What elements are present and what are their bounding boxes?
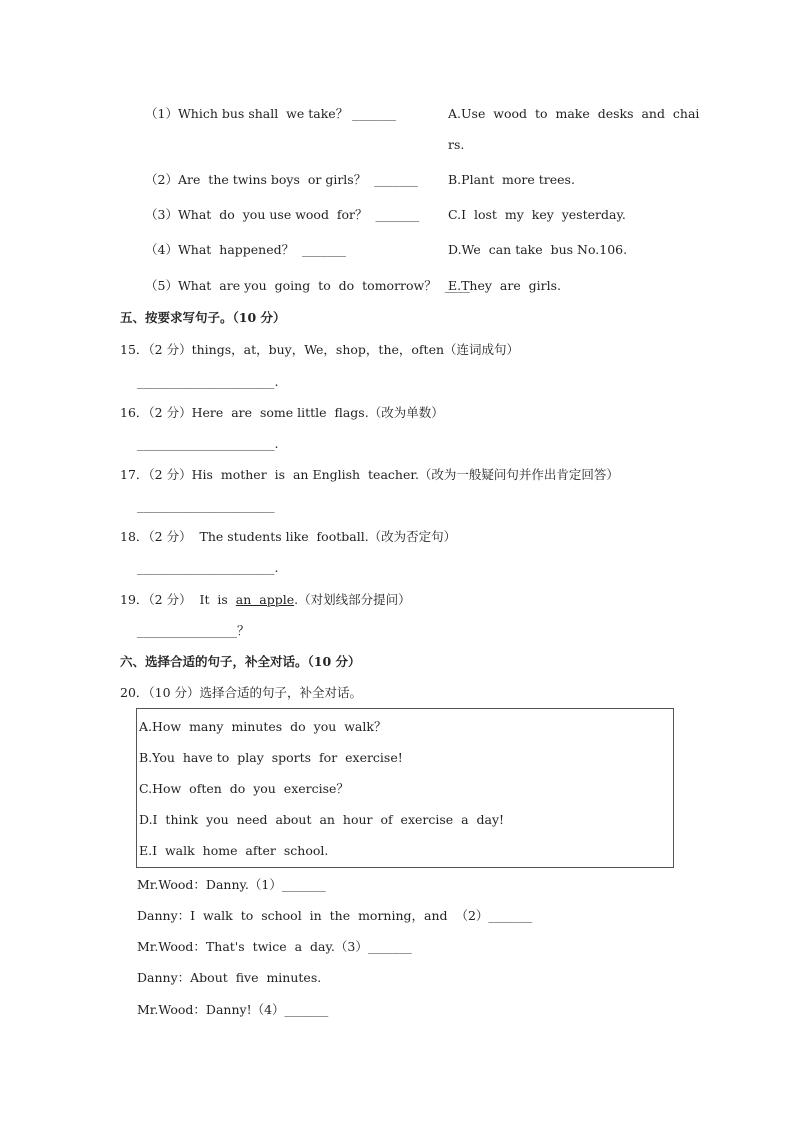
answer-a-line2: rs. [448, 137, 465, 152]
question-3: （3）What do you use wood for？ _______ [145, 207, 420, 222]
question-15: 15．（2 分）things，at，buy，We，shop，the，often（连词成句） [120, 342, 520, 357]
question-19-suffix: .（对划线部分提问） [294, 592, 411, 607]
answer-d: D.We can take bus No.106. [448, 242, 628, 257]
dialogue-line-1: Mr.Wood：Danny.（1）_______ [137, 877, 326, 892]
question-2: （2）Are the twins boys or girls？ _______ [145, 172, 418, 187]
option-c: C.How often do you exercise？ [139, 781, 349, 796]
answer-blank-15: ______________________. [137, 374, 279, 389]
answer-blank-19: ________________？ [137, 623, 250, 638]
section-5-heading: 五、按要求写句子。（10 分） [120, 310, 286, 325]
answer-blank-16: ______________________. [137, 436, 279, 451]
question-5: （5）What are you going to do tomorrow？ ____ [145, 278, 470, 293]
answer-blank-17: ______________________ [137, 498, 275, 513]
question-4: （4）What happened？ _______ [145, 242, 346, 257]
question-1: （1）Which bus shall we take？ _______ [145, 106, 396, 121]
question-19 [120, 592, 411, 608]
question-19-prefix: 19．（2 分） It is [120, 592, 236, 607]
option-d: D.I think you need about an hour of exercise a day! [139, 812, 505, 827]
answer-e: E.They are girls. [448, 278, 562, 293]
option-b: B.You have to play sports for exercise! [139, 750, 403, 765]
question-19-underlined: an apple [235, 592, 295, 607]
answer-c: C.I lost my key yesterday. [448, 207, 626, 222]
option-a: A.How many minutes do you walk？ [139, 719, 387, 734]
question-17: 17．（2 分）His mother is an English teacher.（改为一般疑问句并作出肯定回答） [120, 467, 619, 482]
dialogue-line-3: Mr.Wood：That's twice a day.（3）_______ [137, 939, 412, 954]
answer-a-line1: A.Use wood to make desks and chai [448, 106, 700, 121]
question-20: 20．（10 分）选择合适的句子，补全对话。 [120, 685, 363, 700]
answer-blank-18: ______________________. [137, 560, 279, 575]
question-18: 18．（2 分） The students like football.（改为否定句） [120, 529, 457, 544]
question-16: 16．（2 分）Here are some little flags.（改为单数） [120, 405, 444, 420]
answer-b: B.Plant more trees. [448, 172, 575, 187]
option-e: E.I walk home after school. [139, 843, 329, 858]
dialogue-line-2: Danny：I walk to school in the morning，and （2）_______ [137, 908, 533, 923]
dialogue-line-4: Danny：About five minutes. [137, 970, 322, 985]
section-6-heading: 六、选择合适的句子，补全对话。（10 分） [120, 654, 361, 669]
dialogue-line-5: Mr.Wood：Danny!（4）_______ [137, 1002, 329, 1017]
